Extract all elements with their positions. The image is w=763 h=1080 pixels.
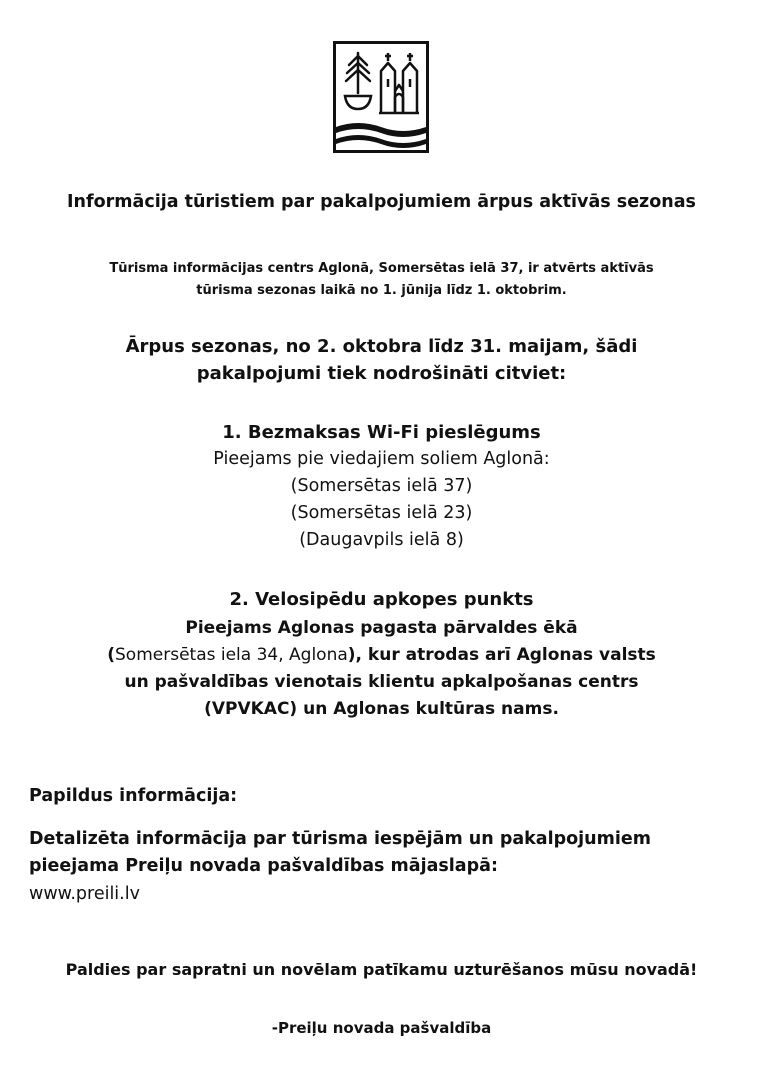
extra-line-2: pieejama Preiļu novada pašvaldības mājaslapā:	[29, 856, 498, 876]
offseason-line-1: Ārpus sezonas, no 2. oktobra līdz 31. maijam, šādi	[125, 336, 638, 357]
website-link[interactable]: www.preili.lv	[29, 884, 140, 904]
bike-description	[0, 615, 763, 723]
intro-line-1: Tūrisma informācijas centrs Aglonā, Somersētas ielā 37, ir atvērts aktīvās	[109, 261, 654, 276]
extra-line-1: Detalizēta informācija par tūrisma iespējām un pakalpojumiem	[29, 829, 651, 849]
bike-line-2-rest: ), kur atrodas arī Aglonas valsts	[347, 645, 656, 665]
intro-line-2: tūrisma sezonas laikā no 1. jūnija līdz 1. oktobrim.	[196, 283, 567, 298]
boat-icon	[345, 96, 371, 109]
bike-title: 2. Velosipēdu apkopes punkts	[229, 589, 534, 610]
signature: -Preiļu novada pašvaldība	[271, 1019, 492, 1037]
intro-text	[0, 258, 763, 302]
bike-line-2	[0, 642, 763, 669]
wifi-address-3: (Daugavpils ielā 8)	[299, 530, 464, 550]
municipality-logo	[333, 41, 429, 153]
page-title: Informācija tūristiem par pakalpojumiem ārpus aktīvās sezonas	[67, 192, 696, 212]
tree-icon	[346, 53, 370, 93]
offseason-heading	[0, 333, 763, 387]
waves-icon	[336, 123, 426, 148]
bike-line-4: (VPVKAC) un Aglonas kultūras nams.	[204, 699, 559, 719]
wifi-description: Pieejams pie viedajiem soliem Aglonā:	[213, 449, 550, 469]
church-icon	[379, 53, 419, 113]
bike-paren-open: (	[107, 645, 116, 665]
offseason-line-2: pakalpojumi tiek nodrošināti citviet:	[196, 363, 567, 384]
wifi-section	[0, 419, 763, 554]
bike-address: Somersētas iela 34, Aglona	[115, 645, 348, 665]
thanks-text: Paldies par sapratni un novēlam patīkamu uzturēšanos mūsu novadā!	[65, 960, 698, 979]
bike-line-1: Pieejams Aglonas pagasta pārvaldes ēkā	[185, 618, 578, 638]
wifi-address-1: (Somersētas ielā 37)	[290, 476, 473, 496]
extra-info-title: Papildus informācija:	[29, 786, 238, 806]
wifi-address-2: (Somersētas ielā 23)	[290, 503, 473, 523]
bike-line-3: un pašvaldības vienotais klientu apkalpošanas centrs	[124, 672, 639, 692]
extra-info-text	[29, 826, 749, 880]
wifi-title: 1. Bezmaksas Wi-Fi pieslēgums	[222, 422, 541, 443]
